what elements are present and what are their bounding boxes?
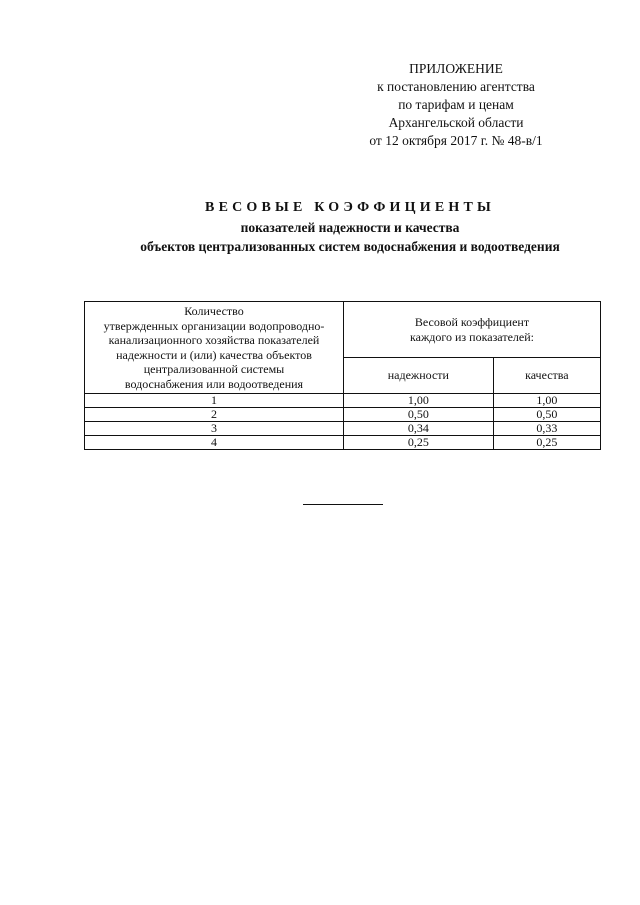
count-column-header	[85, 302, 344, 394]
header-text-line: Весовой коэффициент	[414, 314, 530, 329]
header-text-line: Количество	[184, 304, 244, 318]
reliability-cell: 0,25	[344, 436, 494, 450]
table-header-row	[85, 302, 601, 358]
document-title: ВЕСОВЫЕ КОЭФФИЦИЕНТЫ	[205, 200, 495, 215]
count-cell: 2	[85, 408, 344, 422]
count-cell: 3	[85, 422, 344, 436]
quality-cell: 0,25	[493, 436, 600, 450]
document-subtitle-1: показателей надежности и качества	[240, 220, 460, 235]
reliability-column-header: надежности	[344, 358, 494, 394]
header-text-line: каждого из показателей:	[410, 329, 534, 344]
appendix-line: Архангельской области	[388, 115, 524, 130]
closing-divider	[303, 504, 383, 505]
reliability-cell: 1,00	[344, 394, 494, 408]
quality-cell: 1,00	[493, 394, 600, 408]
coefficients-table	[84, 301, 601, 450]
appendix-block	[340, 60, 572, 150]
count-cell: 1	[85, 394, 344, 408]
appendix-line: по тарифам и ценам	[398, 97, 514, 112]
quality-cell: 0,33	[493, 422, 600, 436]
document-heading	[60, 198, 640, 256]
quality-cell: 0,50	[493, 408, 600, 422]
document-subtitle-2: объектов централизованных систем водоснабжения и водоотведения	[140, 239, 560, 254]
table-row	[85, 422, 601, 436]
reliability-cell: 0,50	[344, 408, 494, 422]
count-cell: 4	[85, 436, 344, 450]
weight-group-header	[344, 302, 601, 358]
appendix-title: ПРИЛОЖЕНИЕ	[409, 61, 503, 76]
appendix-line: к постановлению агентства	[377, 79, 535, 94]
table-row	[85, 408, 601, 422]
header-text-line: централизованной системы	[143, 362, 285, 376]
table-row	[85, 394, 601, 408]
reliability-cell: 0,34	[344, 422, 494, 436]
header-text-line: надежности и (или) качества объектов	[116, 347, 312, 362]
quality-column-header: качества	[493, 358, 600, 394]
header-text-line: утвержденных организации водопроводно-	[103, 318, 325, 333]
table-row	[85, 436, 601, 450]
header-text-line: канализационного хозяйства показателей	[108, 333, 320, 347]
header-text-line: водоснабжения или водоотведения	[124, 376, 304, 391]
appendix-date-line: от 12 октября 2017 г. № 48-в/1	[369, 133, 543, 148]
